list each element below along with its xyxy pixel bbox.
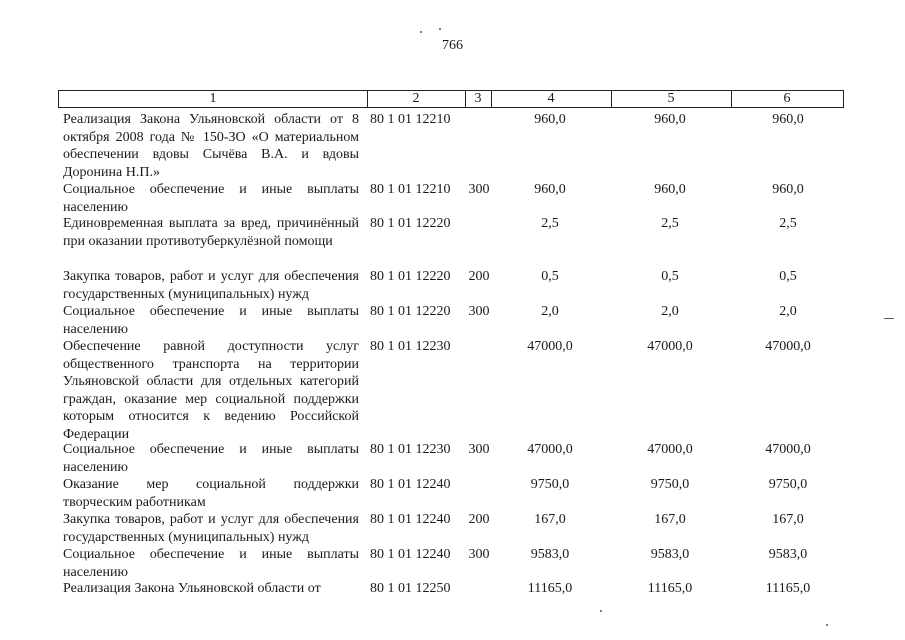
header-col-5: 5 <box>667 91 675 106</box>
row-value-col4: 0,5 <box>541 269 559 284</box>
row-value-col4: 167,0 <box>534 512 566 527</box>
row-value-col6: 2,5 <box>779 216 797 231</box>
row-value-col4: 9750,0 <box>530 477 570 492</box>
row-value-col6: 47000,0 <box>765 442 811 457</box>
row-description: Оказание мер социальной поддержки творческим работникам <box>63 477 359 510</box>
row-value-col6: 9750,0 <box>768 477 808 492</box>
row-value-col4: 9583,0 <box>530 547 570 562</box>
row-value-col5: 2,5 <box>661 216 679 231</box>
row-code: 80 1 01 12240 <box>370 512 451 527</box>
row-code: 80 1 01 12240 <box>370 477 451 492</box>
row-description: Социальное обеспечение и иные выплаты населению <box>63 182 359 215</box>
row-description: Обеспечение равной доступности услуг общественного транспорта на территории Ульяновской области для отдельных категорий граждан, оказание мер социальной поддержки которым относится к ведению Российской Федерации <box>63 339 359 442</box>
row-value-col5: 2,0 <box>661 304 679 319</box>
row-code: 80 1 01 12210 <box>370 112 451 127</box>
row-value-col5: 47000,0 <box>647 339 693 354</box>
row-value-col6: 960,0 <box>772 112 804 127</box>
row-description: Реализация Закона Ульяновской области от <box>63 581 321 596</box>
row-description: Единовременная выплата за вред, причинённый при оказании противотуберкулёзной помощи <box>63 216 359 249</box>
row-value-col4: 11165,0 <box>527 581 573 596</box>
row-value-col4: 960,0 <box>534 112 566 127</box>
row-value-col6: 47000,0 <box>765 339 811 354</box>
row-code: 80 1 01 12220 <box>370 304 451 319</box>
row-description: Реализация Закона Ульяновской области от 8 октября 2008 года № 150-ЗО «О материальном обеспечении вдовы Сычёва В.А. и вдовы Доронина Н.П.» <box>63 112 359 180</box>
page-number: 766 <box>442 38 463 53</box>
row-value-col4: 47000,0 <box>527 442 573 457</box>
header-col-4: 4 <box>547 91 555 106</box>
row-description: Закупка товаров, работ и услуг для обеспечения государственных (муниципальных) нужд <box>63 512 359 545</box>
scan-speck <box>439 28 441 30</box>
row-value-col5: 960,0 <box>654 112 686 127</box>
row-value-col5: 0,5 <box>661 269 679 284</box>
row-code: 80 1 01 12230 <box>370 339 451 354</box>
row-code: 80 1 01 12230 <box>370 442 451 457</box>
row-description: Закупка товаров, работ и услуг для обеспечения государственных (муниципальных) нужд <box>63 269 359 302</box>
scan-speck <box>420 31 422 33</box>
row-value-col5: 47000,0 <box>647 442 693 457</box>
row-expense-type: 200 <box>468 512 490 527</box>
header-col-2: 2 <box>412 91 420 106</box>
row-value-col5: 960,0 <box>654 182 686 197</box>
header-col-1: 1 <box>209 91 217 106</box>
row-value-col6: 11165,0 <box>765 581 811 596</box>
row-value-col6: 9583,0 <box>768 547 808 562</box>
scan-speck <box>600 610 602 612</box>
row-value-col4: 2,0 <box>541 304 559 319</box>
row-value-col6: 960,0 <box>772 182 804 197</box>
row-value-col5: 167,0 <box>654 512 686 527</box>
header-col-6: 6 <box>783 91 791 106</box>
row-value-col4: 47000,0 <box>527 339 573 354</box>
row-expense-type: 300 <box>468 182 490 197</box>
row-expense-type: 300 <box>468 304 490 319</box>
row-description: Социальное обеспечение и иные выплаты населению <box>63 304 359 337</box>
row-value-col4: 960,0 <box>534 182 566 197</box>
row-expense-type: 300 <box>468 442 490 457</box>
header-col-3: 3 <box>474 91 482 106</box>
row-code: 80 1 01 12220 <box>370 216 451 231</box>
row-value-col5: 9750,0 <box>650 477 690 492</box>
row-value-col5: 9583,0 <box>650 547 690 562</box>
row-value-col6: 2,0 <box>779 304 797 319</box>
row-expense-type: 200 <box>468 269 490 284</box>
row-value-col4: 2,5 <box>541 216 559 231</box>
row-value-col6: 167,0 <box>772 512 804 527</box>
row-value-col6: 0,5 <box>779 269 797 284</box>
row-code: 80 1 01 12210 <box>370 182 451 197</box>
row-code: 80 1 01 12220 <box>370 269 451 284</box>
row-description: Социальное обеспечение и иные выплаты населению <box>63 442 359 475</box>
row-description: Социальное обеспечение и иные выплаты населению <box>63 547 359 580</box>
row-code: 80 1 01 12250 <box>370 581 451 596</box>
row-code: 80 1 01 12240 <box>370 547 451 562</box>
row-value-col5: 11165,0 <box>647 581 693 596</box>
row-expense-type: 300 <box>468 547 490 562</box>
scan-speck <box>884 318 894 319</box>
scan-speck <box>826 624 828 626</box>
table-header <box>58 90 844 108</box>
